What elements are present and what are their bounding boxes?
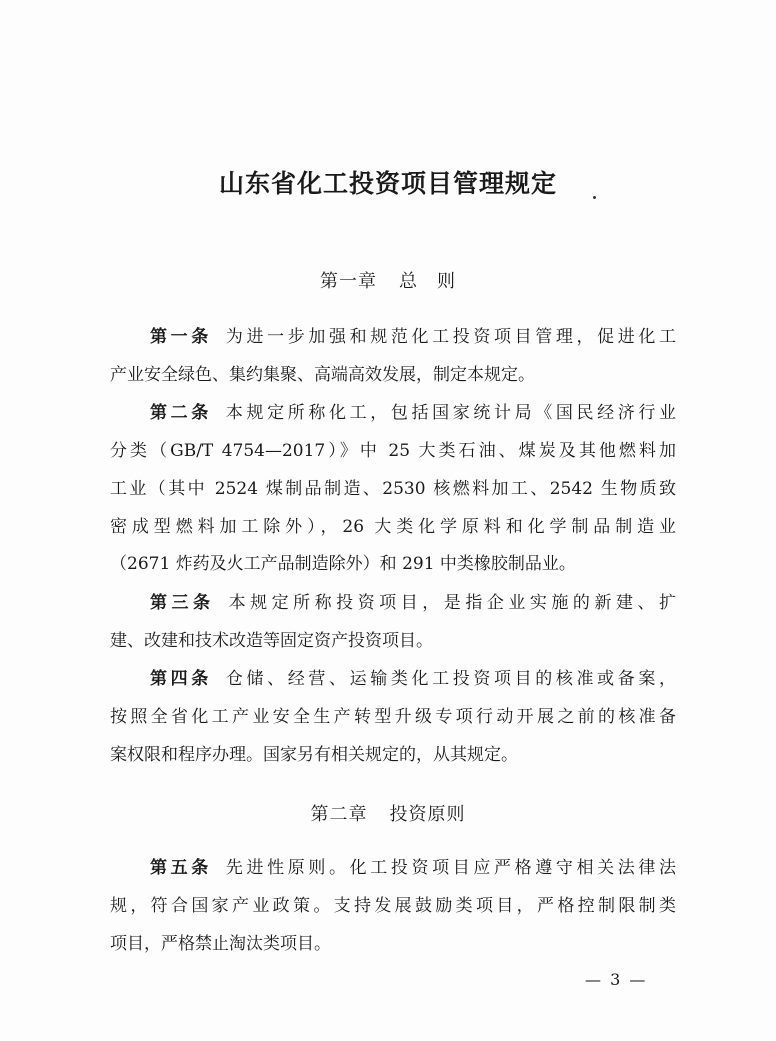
article-text: 仓储、经营、运输类化工投资项目的核准或备案， xyxy=(225,669,676,689)
chapter-name: 投资原则 xyxy=(389,804,466,825)
article-label: 第二条 xyxy=(150,403,212,423)
article-4-line-2: 按照全省化工产业安全生产转型升级专项行动开展之前的核准备 xyxy=(110,707,676,727)
article-3-line-1 xyxy=(150,592,676,614)
article-4-line-3: 案权限和程序办理。国家另有相关规定的，从其规定。 xyxy=(110,745,518,765)
scan-speck xyxy=(593,196,596,199)
article-text: 本规定所称投资项目，是指企业实施的新建、扩 xyxy=(228,593,677,613)
article-4-line-1 xyxy=(150,668,676,690)
chapter-name: 总 则 xyxy=(399,271,456,292)
article-1-line-1 xyxy=(150,326,676,348)
article-5-line-3: 项目，严格禁止淘汰类项目。 xyxy=(110,934,331,954)
article-1-line-2: 产业安全绿色、集约集聚、高端高效发展，制定本规定。 xyxy=(110,365,535,385)
article-label: 第三条 xyxy=(150,593,215,613)
chapter-label: 第一章 xyxy=(320,271,377,292)
article-2-line-5: （2671 炸药及火工产品制造除外）和 291 中类橡胶制品业。 xyxy=(110,554,576,574)
article-2-line-3: 工业（其中 2524 煤制品制造、2530 核燃料加工、2542 生物质致 xyxy=(110,479,676,499)
article-label: 第四条 xyxy=(150,669,212,689)
article-5-line-1 xyxy=(150,857,676,879)
article-label: 第五条 xyxy=(150,858,212,878)
chapter-label: 第二章 xyxy=(310,804,368,825)
article-text: 先进性原则。化工投资项目应严格遵守相关法律法 xyxy=(225,858,676,878)
page-number: — 3 — xyxy=(585,970,648,989)
article-text: 为进一步加强和规范化工投资项目管理，促进化工 xyxy=(225,327,676,347)
article-2-line-4: 密成型燃料加工除外），26 大类化学原料和化学制品制造业 xyxy=(110,517,676,537)
article-2-line-2: 分类（GB/T 4754—2017）》中 25 大类石油、煤炭及其他燃料加 xyxy=(110,441,676,461)
article-text: 本规定所称化工，包括国家统计局《国民经济行业 xyxy=(225,403,676,423)
article-5-line-2: 规，符合国家产业政策。支持发展鼓励类项目，严格控制限制类 xyxy=(110,896,676,916)
article-2-line-1 xyxy=(150,402,676,424)
chapter-heading-2 xyxy=(0,800,776,826)
article-label: 第一条 xyxy=(150,327,212,347)
article-3-line-2: 建、改建和技术改造等固定资产投资项目。 xyxy=(110,631,433,651)
chapter-heading-1 xyxy=(0,267,776,293)
document-title: 山东省化工投资项目管理规定 xyxy=(218,169,557,198)
